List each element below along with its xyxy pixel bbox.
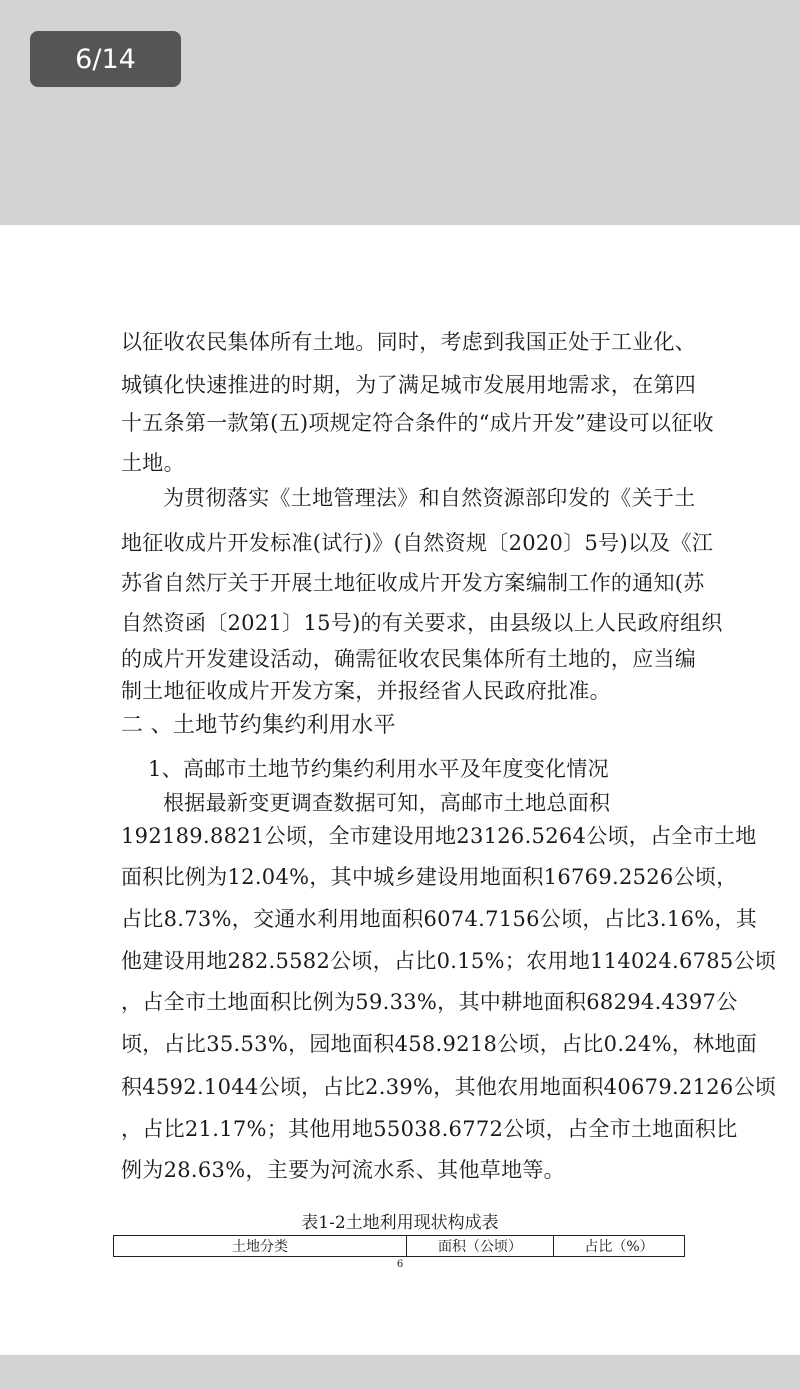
paragraph-line: 十五条第一款第(五)项规定符合条件的“成片开发”建设可以征收 <box>121 411 714 435</box>
land-use-table <box>113 1235 685 1257</box>
table-header-percentage: 占比（%） <box>584 1239 654 1255</box>
paragraph-line: 制土地征收成片开发方案，并报经省人民政府批准。 <box>121 679 611 703</box>
paragraph-line: 他建设用地282.5582公顷，占比0.15%；农用地114024.6785公顷 <box>121 949 777 973</box>
subsection-heading: 1、高邮市土地节约集约利用水平及年度变化情况 <box>148 757 609 781</box>
paragraph-line: ，占全市土地面积比例为59.33%，其中耕地面积68294.4397公 <box>121 990 738 1014</box>
paragraph-line: 土地。 <box>121 451 185 475</box>
section-heading: 二 、土地节约集约利用水平 <box>121 713 396 738</box>
paragraph-line: 以征收农民集体所有土地。同时，考虑到我国正处于工业化、 <box>121 330 697 354</box>
paragraph-line: 192189.8821公顷，全市建设用地23126.5264公顷，占全市土地 <box>121 824 757 848</box>
document-page <box>0 225 800 1355</box>
page-indicator-text: 6/14 <box>75 43 136 75</box>
table-header-category: 土地分类 <box>114 1236 407 1256</box>
paragraph-line: 苏省自然厅关于开展土地征收成片开发方案编制工作的通知(苏 <box>121 571 705 595</box>
paragraph-line: 自然资函〔2021〕15号)的有关要求，由县级以上人民政府组织 <box>121 611 723 635</box>
paragraph-line: 地征收成片开发标准(试行)》(自然资规〔2020〕5号)以及《江 <box>121 531 714 555</box>
paragraph-line: 例为28.63%，主要为河流水系、其他草地等。 <box>121 1158 565 1182</box>
paragraph-line: 根据最新变更调查数据可知，高邮市土地总面积 <box>163 791 611 815</box>
paragraph-line: 的成片开发建设活动，确需征收农民集体所有土地的，应当编 <box>121 647 697 671</box>
paragraph-line: 面积比例为12.04%，其中城乡建设用地面积16769.2526公顷， <box>121 865 738 889</box>
page-number: 6 <box>396 1259 404 1270</box>
paragraph-line: ，占比21.17%；其他用地55038.6772公顷，占全市土地面积比 <box>121 1117 738 1141</box>
table-header-area: 面积（公顷） <box>407 1236 554 1256</box>
paragraph-line: 占比8.73%，交通水利用地面积6074.7156公顷，占比3.16%，其 <box>121 907 758 931</box>
page-indicator[interactable] <box>30 31 181 87</box>
paragraph-line: 为贯彻落实《土地管理法》和自然资源部印发的《关于土 <box>163 486 696 510</box>
paragraph-line: 城镇化快速推进的时期，为了满足城市发展用地需求，在第四 <box>121 373 697 397</box>
paragraph-line: 顷，占比35.53%，园地面积458.9218公顷，占比0.24%，林地面 <box>121 1032 758 1056</box>
paragraph-line: 积4592.1044公顷，占比2.39%，其他农用地面积40679.2126公顷 <box>121 1075 777 1099</box>
table-caption: 表1-2土地利用现状构成表 <box>301 1213 499 1233</box>
